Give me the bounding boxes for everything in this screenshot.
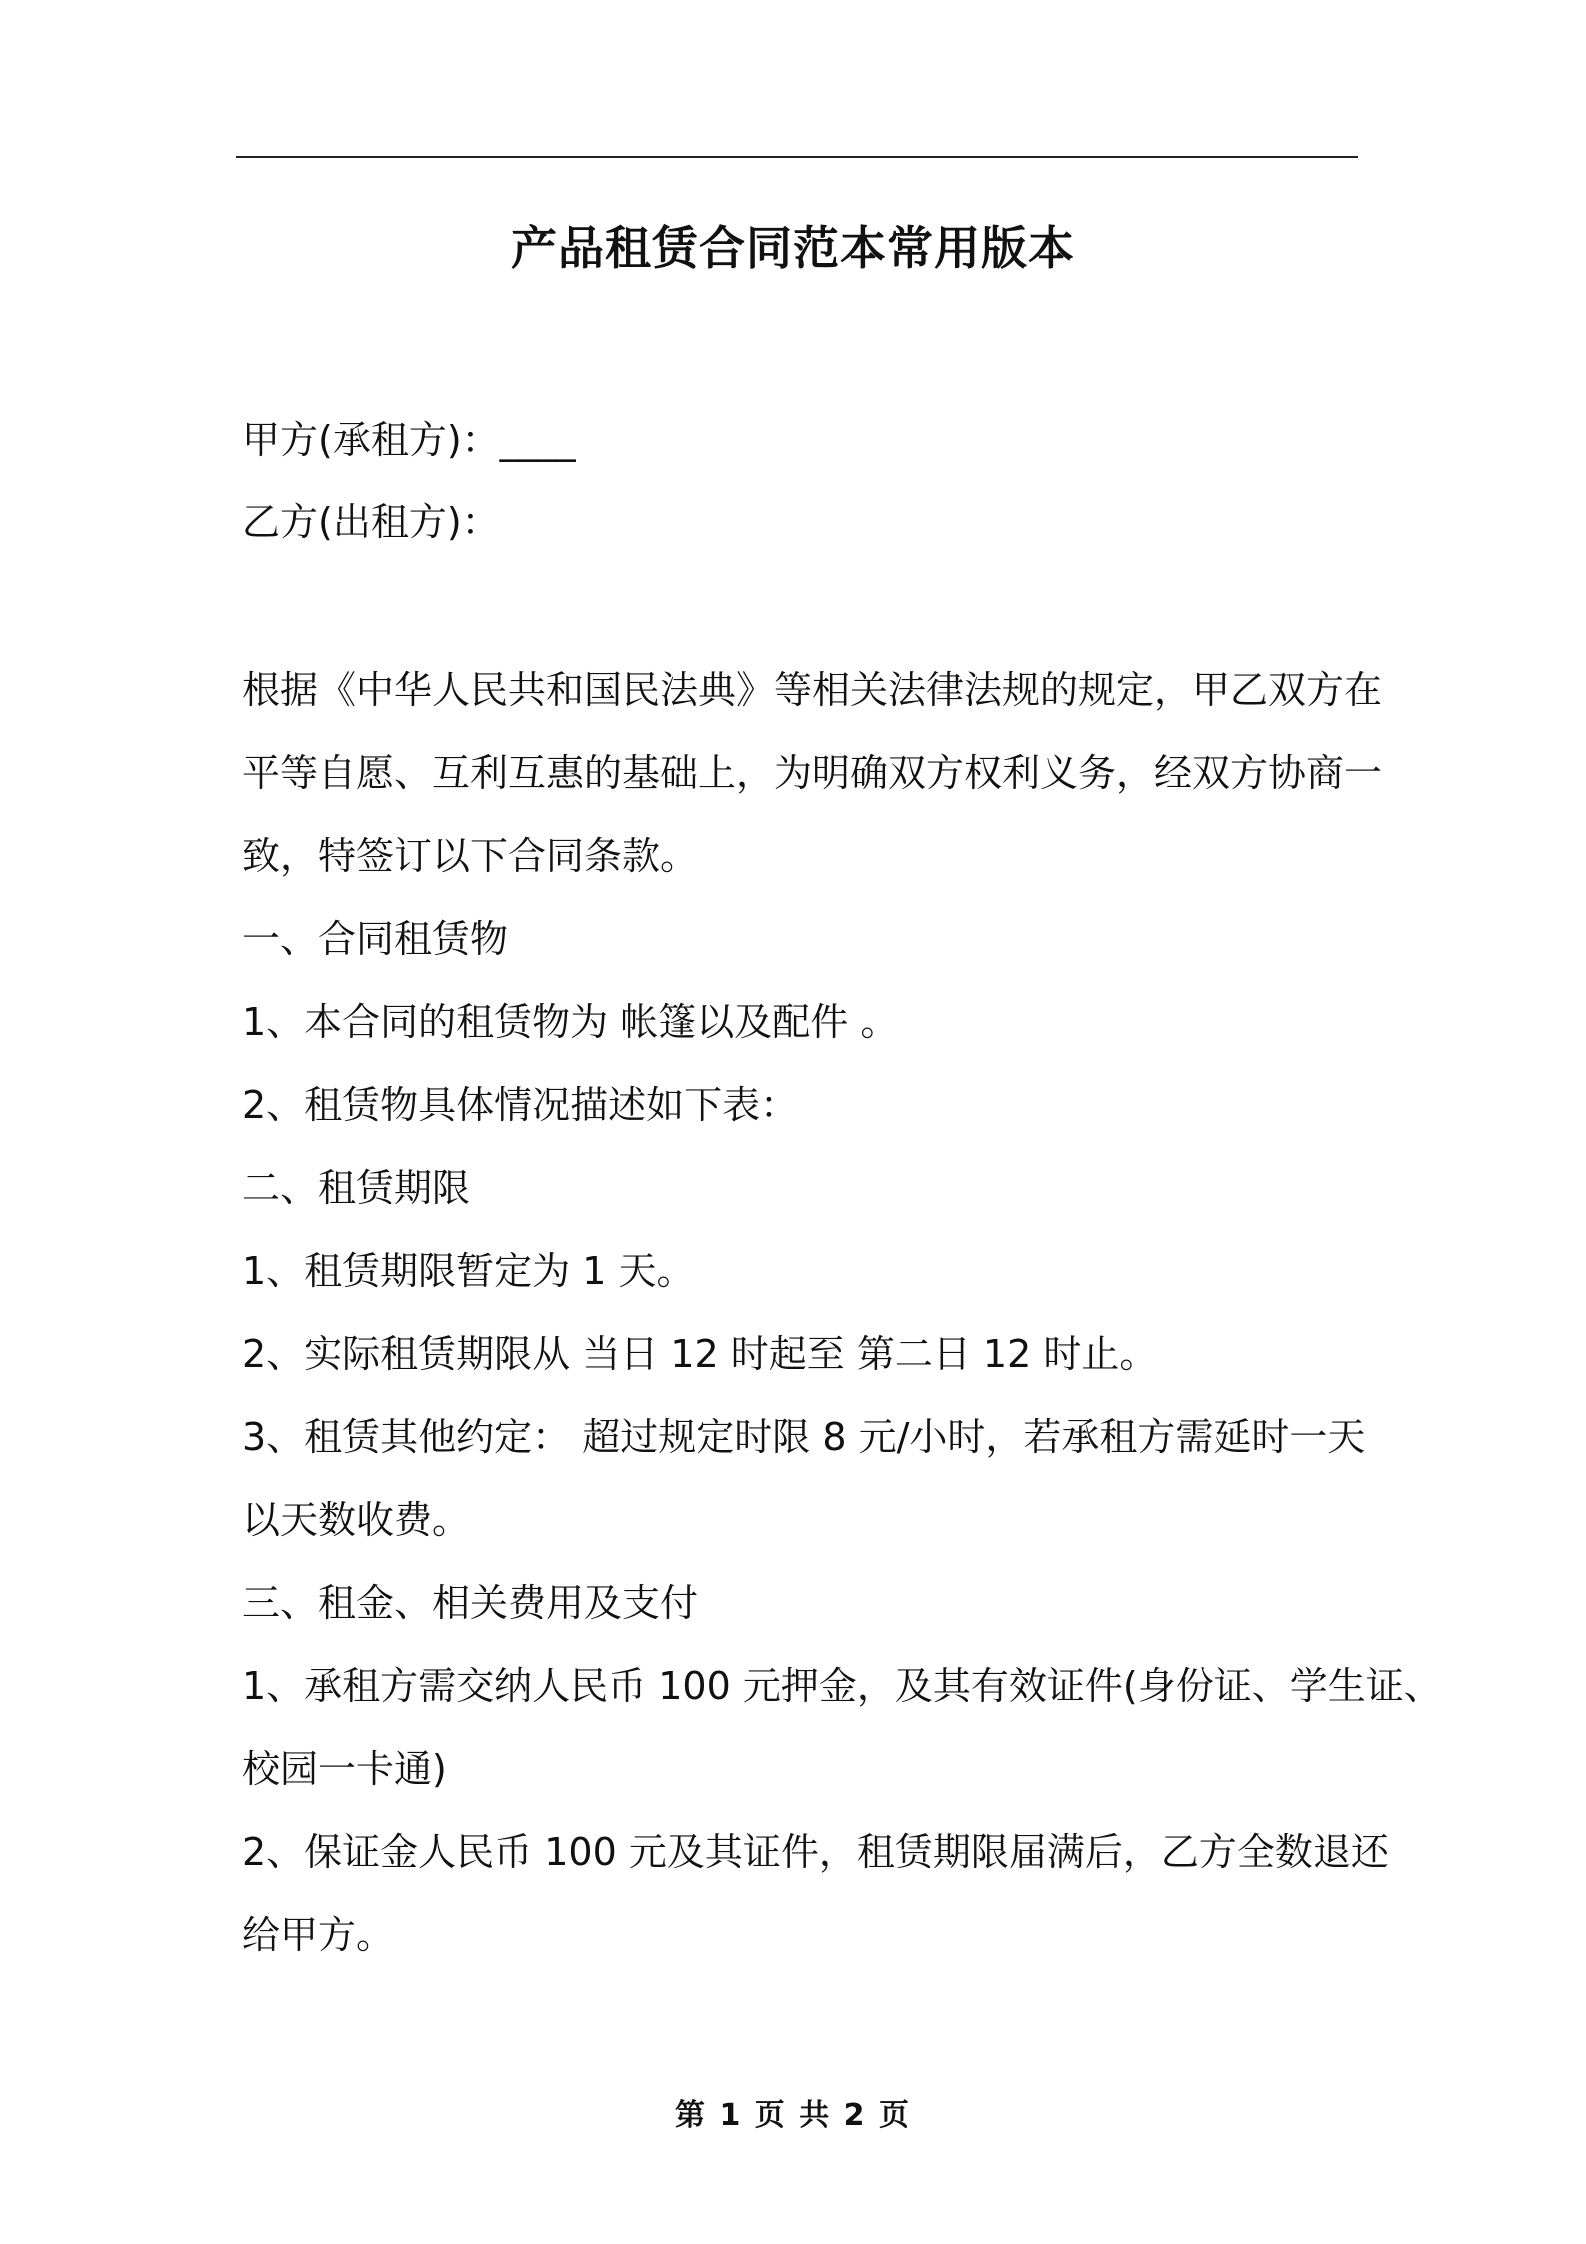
party-a-line: 甲方(承租方)：____ (242, 418, 576, 462)
section-2-item-1: 1、租赁期限暂定为 1 天。 (242, 1249, 695, 1293)
section-3-item-2-line-2: 给甲方。 (242, 1913, 395, 1957)
preamble-line-3: 致，特签订以下合同条款。 (242, 834, 699, 878)
document-title: 产品租赁合同范本常用版本 (511, 221, 1075, 275)
header-divider (236, 156, 1358, 158)
section-3-item-2-line-1: 2、保证金人民币 100 元及其证件，租赁期限届满后，乙方全数退还 (242, 1830, 1389, 1874)
section-2-item-2: 2、实际租赁期限从 当日 12 时起至 第二日 12 时止。 (242, 1332, 1158, 1376)
section-1-item-1: 1、本合同的租赁物为 帐篷以及配件 。 (242, 1000, 899, 1044)
page-number-footer: 第 1 页 共 2 页 (675, 2098, 911, 2133)
section-2-item-3-line-1: 3、租赁其他约定： 超过规定时限 8 元/小时，若承租方需延时一天 (242, 1415, 1366, 1459)
section-2-heading: 二、租赁期限 (242, 1166, 471, 1210)
section-3-item-1-line-1: 1、承租方需交纳人民币 100 元押金，及其有效证件(身份证、学生证、 (242, 1664, 1442, 1708)
party-b-line: 乙方(出租方)： (242, 500, 500, 544)
section-1-heading: 一、合同租赁物 (242, 917, 509, 961)
section-3-item-1-line-2: 校园一卡通) (242, 1747, 447, 1791)
preamble-line-2: 平等自愿、互利互惠的基础上，为明确双方权利义务，经双方协商一 (242, 751, 1383, 795)
preamble-line-1: 根据《中华人民共和国民法典》等相关法律法规的规定，甲乙双方在 (242, 668, 1383, 712)
section-1-item-2: 2、租赁物具体情况描述如下表： (242, 1083, 799, 1127)
section-2-item-3-line-2: 以天数收费。 (242, 1498, 471, 1542)
section-3-heading: 三、租金、相关费用及支付 (242, 1581, 699, 1625)
